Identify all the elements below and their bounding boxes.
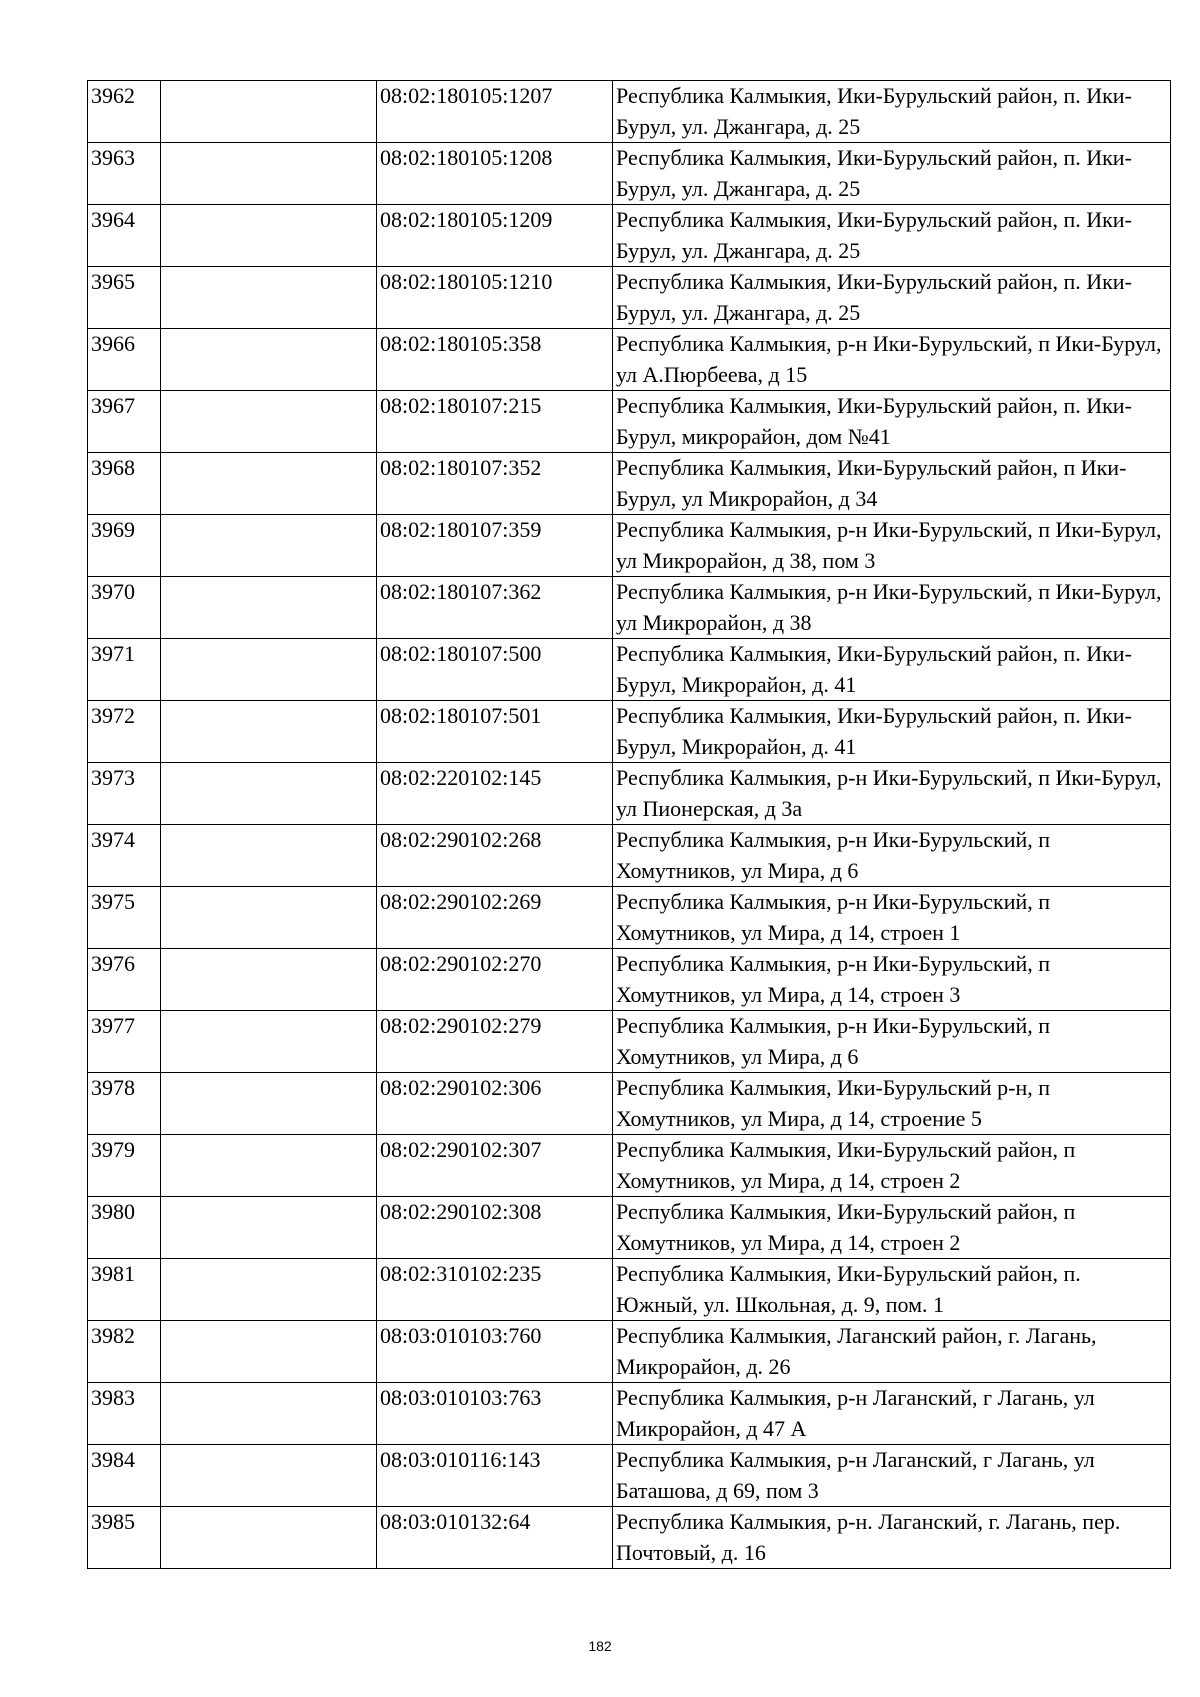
table-row	[88, 143, 1171, 205]
empty-cell	[161, 577, 377, 639]
address-cell: Республика Калмыкия, Ики-Бурульский район, п. Ики-Бурул, ул. Джангара, д. 25	[613, 205, 1171, 267]
row-number-cell: 3962	[88, 81, 161, 143]
cadastral-number-cell: 08:02:180105:1209	[377, 205, 613, 267]
table-row	[88, 1507, 1171, 1569]
address-cell: Республика Калмыкия, р-н Ики-Бурульский, п Ики-Бурул, ул Пионерская, д 3а	[613, 763, 1171, 825]
table-row	[88, 887, 1171, 949]
table-row	[88, 1321, 1171, 1383]
table-row	[88, 1197, 1171, 1259]
empty-cell	[161, 205, 377, 267]
row-number-cell: 3976	[88, 949, 161, 1011]
table-row	[88, 1259, 1171, 1321]
row-number-cell: 3970	[88, 577, 161, 639]
address-cell: Республика Калмыкия, Ики-Бурульский р-н, п Хомутников, ул Мира, д 14, строение 5	[613, 1073, 1171, 1135]
address-cell: Республика Калмыкия, р-н Ики-Бурульский, п Хомутников, ул Мира, д 14, строен 1	[613, 887, 1171, 949]
cadastral-number-cell: 08:02:290102:279	[377, 1011, 613, 1073]
cadastral-number-cell: 08:02:180107:362	[377, 577, 613, 639]
table-row	[88, 205, 1171, 267]
empty-cell	[161, 81, 377, 143]
table-row	[88, 825, 1171, 887]
empty-cell	[161, 1507, 377, 1569]
table-row	[88, 577, 1171, 639]
cadastral-number-cell: 08:03:010132:64	[377, 1507, 613, 1569]
table-row	[88, 391, 1171, 453]
cadastral-number-cell: 08:02:180105:1207	[377, 81, 613, 143]
table-row	[88, 329, 1171, 391]
cadastral-number-cell: 08:02:180107:215	[377, 391, 613, 453]
table-row	[88, 515, 1171, 577]
address-cell: Республика Калмыкия, Ики-Бурульский район, п. Ики-Бурул, микрорайон, дом №41	[613, 391, 1171, 453]
row-number-cell: 3977	[88, 1011, 161, 1073]
table-row	[88, 949, 1171, 1011]
table-row	[88, 1135, 1171, 1197]
cadastral-number-cell: 08:02:290102:308	[377, 1197, 613, 1259]
row-number-cell: 3965	[88, 267, 161, 329]
address-cell: Республика Калмыкия, р-н Ики-Бурульский, п Хомутников, ул Мира, д 6	[613, 1011, 1171, 1073]
cadastral-number-cell: 08:02:180107:500	[377, 639, 613, 701]
table-row	[88, 81, 1171, 143]
address-cell: Республика Калмыкия, р-н Ики-Бурульский, п Ики-Бурул, ул Микрорайон, д 38, пом 3	[613, 515, 1171, 577]
address-cell: Республика Калмыкия, р-н. Лаганский, г. Лагань, пер. Почтовый, д. 16	[613, 1507, 1171, 1569]
cadastral-number-cell: 08:03:010103:760	[377, 1321, 613, 1383]
address-cell: Республика Калмыкия, Ики-Бурульский район, п Хомутников, ул Мира, д 14, строен 2	[613, 1197, 1171, 1259]
empty-cell	[161, 267, 377, 329]
row-number-cell: 3963	[88, 143, 161, 205]
table-row	[88, 1445, 1171, 1507]
row-number-cell: 3969	[88, 515, 161, 577]
address-cell: Республика Калмыкия, Ики-Бурульский район, п. Ики-Бурул, ул. Джангара, д. 25	[613, 267, 1171, 329]
row-number-cell: 3982	[88, 1321, 161, 1383]
address-cell: Республика Калмыкия, Ики-Бурульский район, п Хомутников, ул Мира, д 14, строен 2	[613, 1135, 1171, 1197]
address-cell: Республика Калмыкия, р-н Ики-Бурульский, п Ики-Бурул, ул Микрорайон, д 38	[613, 577, 1171, 639]
empty-cell	[161, 1383, 377, 1445]
row-number-cell: 3964	[88, 205, 161, 267]
table-row	[88, 763, 1171, 825]
table-row	[88, 1073, 1171, 1135]
table-row	[88, 1383, 1171, 1445]
cadastral-number-cell: 08:03:010116:143	[377, 1445, 613, 1507]
cadastral-number-cell: 08:02:180107:359	[377, 515, 613, 577]
cadastral-number-cell: 08:02:180105:1208	[377, 143, 613, 205]
page-number: 182	[588, 1638, 612, 1654]
address-cell: Республика Калмыкия, р-н Ики-Бурульский, п Хомутников, ул Мира, д 14, строен 3	[613, 949, 1171, 1011]
empty-cell	[161, 1259, 377, 1321]
address-cell: Республика Калмыкия, Лаганский район, г. Лагань, Микрорайон, д. 26	[613, 1321, 1171, 1383]
cadastral-number-cell: 08:02:220102:145	[377, 763, 613, 825]
empty-cell	[161, 887, 377, 949]
table-row	[88, 701, 1171, 763]
cadastral-number-cell: 08:02:180105:358	[377, 329, 613, 391]
empty-cell	[161, 1321, 377, 1383]
empty-cell	[161, 1445, 377, 1507]
row-number-cell: 3971	[88, 639, 161, 701]
empty-cell	[161, 1073, 377, 1135]
table-row	[88, 267, 1171, 329]
empty-cell	[161, 825, 377, 887]
row-number-cell: 3973	[88, 763, 161, 825]
cadastral-number-cell: 08:02:290102:307	[377, 1135, 613, 1197]
row-number-cell: 3980	[88, 1197, 161, 1259]
address-cell: Республика Калмыкия, Ики-Бурульский район, п. Ики-Бурул, ул. Джангара, д. 25	[613, 81, 1171, 143]
row-number-cell: 3984	[88, 1445, 161, 1507]
cadastral-number-cell: 08:02:180105:1210	[377, 267, 613, 329]
cadastral-number-cell: 08:02:290102:268	[377, 825, 613, 887]
row-number-cell: 3966	[88, 329, 161, 391]
empty-cell	[161, 453, 377, 515]
row-number-cell: 3975	[88, 887, 161, 949]
empty-cell	[161, 949, 377, 1011]
cadastral-number-cell: 08:02:180107:352	[377, 453, 613, 515]
registry-table	[87, 80, 1171, 1569]
empty-cell	[161, 391, 377, 453]
cadastral-number-cell: 08:02:290102:269	[377, 887, 613, 949]
row-number-cell: 3985	[88, 1507, 161, 1569]
empty-cell	[161, 329, 377, 391]
cadastral-number-cell: 08:02:290102:306	[377, 1073, 613, 1135]
address-cell: Республика Калмыкия, р-н Лаганский, г Лагань, ул Микрорайон, д 47 А	[613, 1383, 1171, 1445]
empty-cell	[161, 1135, 377, 1197]
address-cell: Республика Калмыкия, Ики-Бурульский район, п. Ики-Бурул, ул. Джангара, д. 25	[613, 143, 1171, 205]
row-number-cell: 3983	[88, 1383, 161, 1445]
row-number-cell: 3981	[88, 1259, 161, 1321]
address-cell: Республика Калмыкия, р-н Ики-Бурульский, п Ики-Бурул, ул А.Пюрбеева, д 15	[613, 329, 1171, 391]
cadastral-number-cell: 08:02:310102:235	[377, 1259, 613, 1321]
table-row	[88, 453, 1171, 515]
empty-cell	[161, 763, 377, 825]
cadastral-number-cell: 08:02:290102:270	[377, 949, 613, 1011]
address-cell: Республика Калмыкия, р-н Ики-Бурульский, п Хомутников, ул Мира, д 6	[613, 825, 1171, 887]
cadastral-number-cell: 08:03:010103:763	[377, 1383, 613, 1445]
empty-cell	[161, 143, 377, 205]
address-cell: Республика Калмыкия, Ики-Бурульский район, п. Ики-Бурул, Микрорайон, д. 41	[613, 701, 1171, 763]
row-number-cell: 3978	[88, 1073, 161, 1135]
address-cell: Республика Калмыкия, р-н Лаганский, г Лагань, ул Баташова, д 69, пом 3	[613, 1445, 1171, 1507]
row-number-cell: 3968	[88, 453, 161, 515]
registry-table-body	[88, 81, 1171, 1569]
empty-cell	[161, 1197, 377, 1259]
empty-cell	[161, 1011, 377, 1073]
row-number-cell: 3967	[88, 391, 161, 453]
table-row	[88, 1011, 1171, 1073]
address-cell: Республика Калмыкия, Ики-Бурульский район, п Ики-Бурул, ул Микрорайон, д 34	[613, 453, 1171, 515]
empty-cell	[161, 639, 377, 701]
row-number-cell: 3972	[88, 701, 161, 763]
table-row	[88, 639, 1171, 701]
address-cell: Республика Калмыкия, Ики-Бурульский район, п. Южный, ул. Школьная, д. 9, пом. 1	[613, 1259, 1171, 1321]
empty-cell	[161, 515, 377, 577]
row-number-cell: 3974	[88, 825, 161, 887]
row-number-cell: 3979	[88, 1135, 161, 1197]
empty-cell	[161, 701, 377, 763]
cadastral-number-cell: 08:02:180107:501	[377, 701, 613, 763]
address-cell: Республика Калмыкия, Ики-Бурульский район, п. Ики-Бурул, Микрорайон, д. 41	[613, 639, 1171, 701]
